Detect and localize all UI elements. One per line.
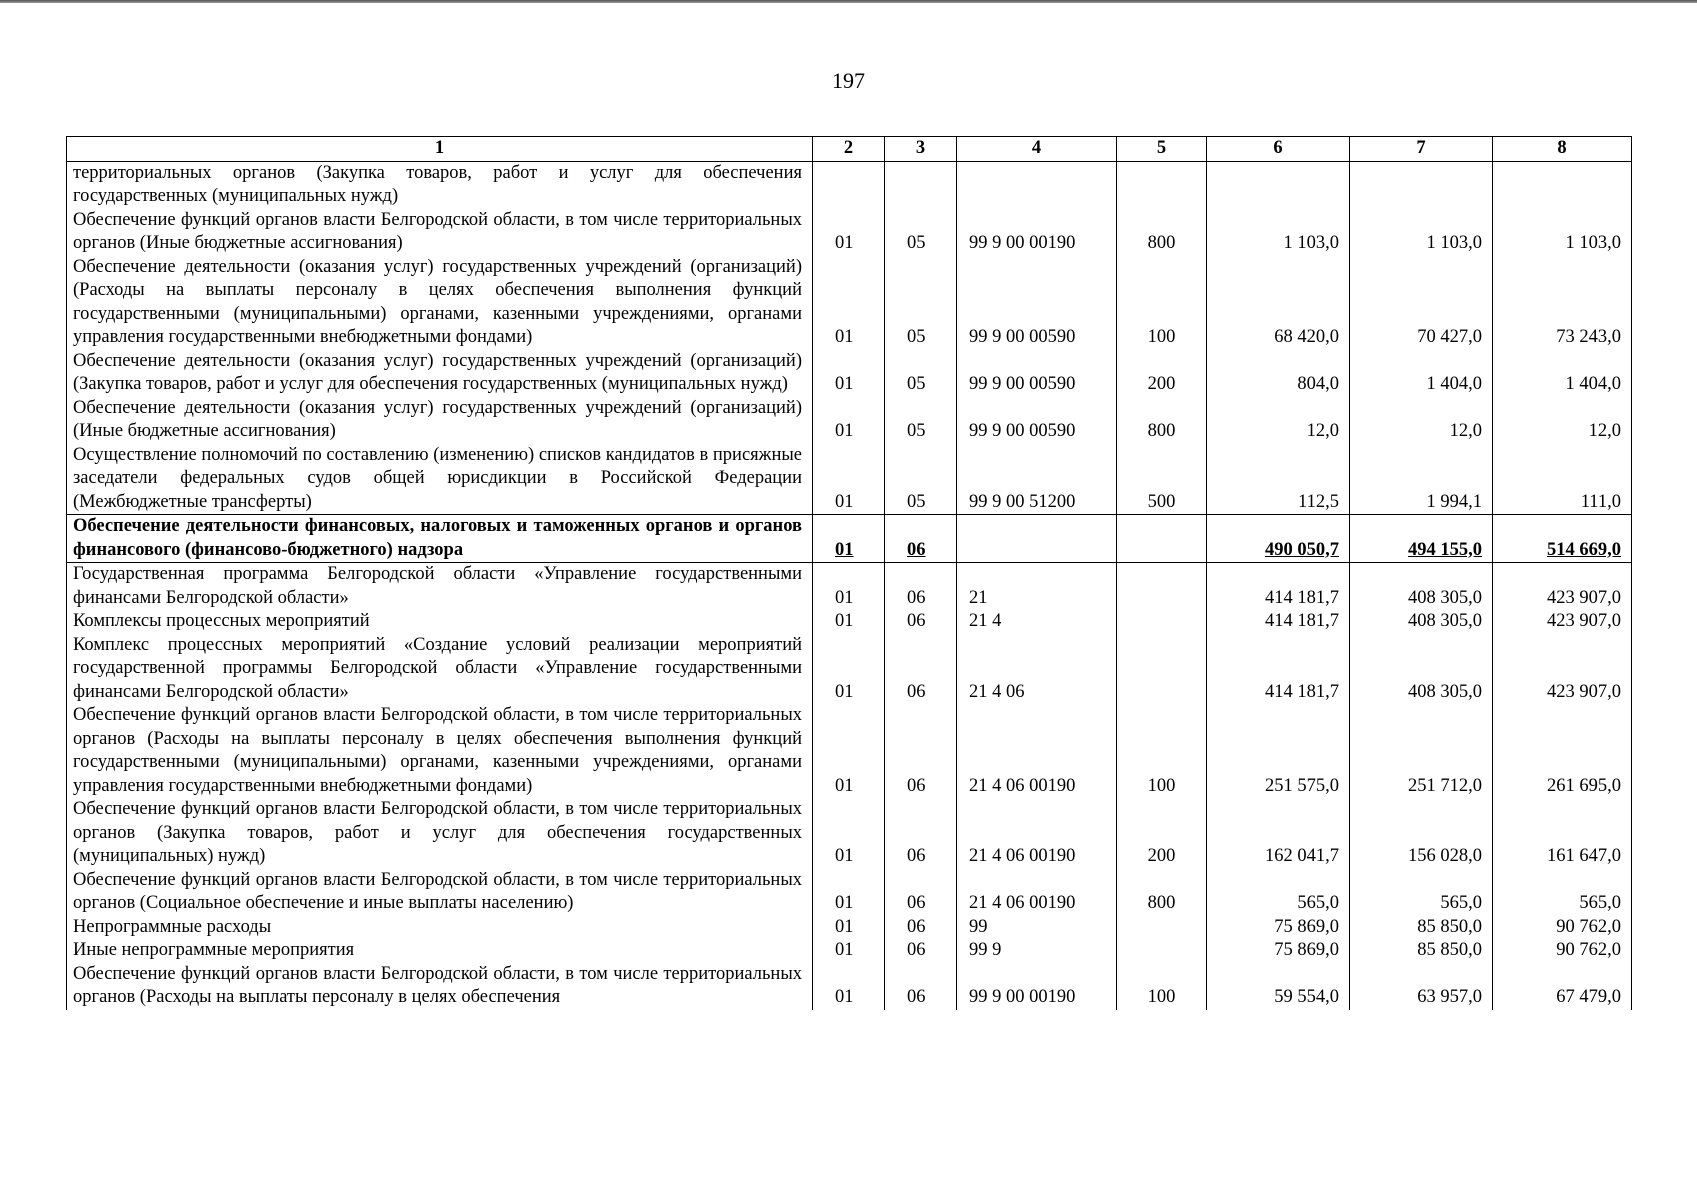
amount-year3-cell: 90 762,0: [1493, 939, 1632, 963]
amount-year2-cell: 408 305,0: [1350, 610, 1493, 634]
section-code-cell: 01: [813, 350, 885, 397]
target-article-cell: 99 9 00 00590: [957, 397, 1117, 444]
amount-year2-cell: 408 305,0: [1350, 634, 1493, 705]
row-name-cell: Обеспечение функций органов власти Белгородской области, в том числе территориальных органов (Расходы на выплаты персоналу в целях обеспечения: [67, 963, 813, 1010]
subsection-code-cell: 05: [885, 256, 957, 350]
amount-year1-cell: 59 554,0: [1207, 963, 1350, 1010]
section-code-cell: 01: [813, 916, 885, 940]
expense-type-cell: 800: [1117, 869, 1207, 916]
amount-year1-cell: 251 575,0: [1207, 704, 1350, 798]
amount-year2-cell: 251 712,0: [1350, 704, 1493, 798]
expense-type-cell: 800: [1117, 209, 1207, 256]
column-header-8: 8: [1493, 137, 1632, 162]
column-header-5: 5: [1117, 137, 1207, 162]
amount-year1-cell: 162 041,7: [1207, 798, 1350, 869]
amount-year1-cell: 804,0: [1207, 350, 1350, 397]
target-article-cell: 99 9 00 51200: [957, 444, 1117, 515]
table-row: [67, 798, 1632, 869]
amount-year1-cell: 565,0: [1207, 869, 1350, 916]
subsection-code-cell: 06: [885, 563, 957, 611]
amount-year3-cell: 73 243,0: [1493, 256, 1632, 350]
subsection-code-cell: 05: [885, 444, 957, 515]
target-article-cell: 21 4: [957, 610, 1117, 634]
target-article-cell: 21: [957, 563, 1117, 611]
amount-year1-cell: 414 181,7: [1207, 634, 1350, 705]
section-code-cell: 01: [813, 704, 885, 798]
section-code-cell: 01: [813, 444, 885, 515]
row-name-cell: Обеспечение деятельности (оказания услуг) государственных учреждений (организаций) (Иные бюджетные ассигнования): [67, 397, 813, 444]
table-row: [67, 515, 1632, 563]
table-row: [67, 610, 1632, 634]
amount-year3-cell: 514 669,0: [1493, 515, 1632, 563]
expense-type-cell: 500: [1117, 444, 1207, 515]
expense-type-cell: [1117, 610, 1207, 634]
subsection-code-cell: 06: [885, 515, 957, 563]
amount-year2-cell: 85 850,0: [1350, 939, 1493, 963]
table-row: [67, 916, 1632, 940]
amount-year3-cell: 161 647,0: [1493, 798, 1632, 869]
section-code-cell: 01: [813, 397, 885, 444]
amount-year1-cell: 414 181,7: [1207, 563, 1350, 611]
amount-year2-cell: 1 404,0: [1350, 350, 1493, 397]
amount-year3-cell: 1 404,0: [1493, 350, 1632, 397]
amount-year2-cell: 156 028,0: [1350, 798, 1493, 869]
section-code-cell: 01: [813, 515, 885, 563]
subsection-code-cell: 05: [885, 350, 957, 397]
amount-year2-cell: 63 957,0: [1350, 963, 1493, 1010]
column-header-7: 7: [1350, 137, 1493, 162]
amount-year3-cell: 67 479,0: [1493, 963, 1632, 1010]
amount-year1-cell: 75 869,0: [1207, 916, 1350, 940]
section-code-cell: 01: [813, 256, 885, 350]
target-article-cell: 99: [957, 916, 1117, 940]
subsection-code-cell: 06: [885, 798, 957, 869]
row-name-cell: Обеспечение функций органов власти Белгородской области, в том числе территориальных органов (Закупка товаров, работ и услуг для обеспечения государственных (муниципальных) нужд): [67, 798, 813, 869]
amount-year1-cell: 12,0: [1207, 397, 1350, 444]
subsection-code-cell: 06: [885, 963, 957, 1010]
table-row: [67, 634, 1632, 705]
row-name-cell: территориальных органов (Закупка товаров, работ и услуг для обеспечения государственных (муниципальных нужд): [67, 161, 813, 209]
row-name-cell: Государственная программа Белгородской области «Управление государственными финансами Белгородской области»: [67, 563, 813, 611]
budget-table: [66, 136, 1632, 1010]
expense-type-cell: [1117, 634, 1207, 705]
row-name-cell: Иные непрограммные мероприятия: [67, 939, 813, 963]
target-article-cell: 99 9: [957, 939, 1117, 963]
amount-year2-cell: 1 103,0: [1350, 209, 1493, 256]
section-code-cell: 01: [813, 963, 885, 1010]
amount-year2-cell: 494 155,0: [1350, 515, 1493, 563]
table-row: [67, 161, 1632, 209]
expense-type-cell: 100: [1117, 256, 1207, 350]
amount-year2-cell: 408 305,0: [1350, 563, 1493, 611]
amount-year1-cell: 414 181,7: [1207, 610, 1350, 634]
expense-type-cell: 100: [1117, 963, 1207, 1010]
subsection-code-cell: 06: [885, 610, 957, 634]
table-row: [67, 209, 1632, 256]
target-article-cell: 99 9 00 00190: [957, 209, 1117, 256]
section-code-cell: 01: [813, 209, 885, 256]
section-code-cell: [813, 161, 885, 209]
target-article-cell: 21 4 06 00190: [957, 869, 1117, 916]
row-name-cell: Осуществление полномочий по составлению (изменению) списков кандидатов в присяжные заседатели федеральных судов общей юрисдикции в Российской Федерации (Межбюджетные трансферты): [67, 444, 813, 515]
amount-year1-cell: 68 420,0: [1207, 256, 1350, 350]
amount-year2-cell: 565,0: [1350, 869, 1493, 916]
section-code-cell: 01: [813, 634, 885, 705]
amount-year3-cell: 423 907,0: [1493, 563, 1632, 611]
amount-year1-cell: 1 103,0: [1207, 209, 1350, 256]
amount-year1-cell: [1207, 161, 1350, 209]
amount-year3-cell: 423 907,0: [1493, 610, 1632, 634]
header-row: [67, 137, 1632, 162]
amount-year1-cell: 112,5: [1207, 444, 1350, 515]
amount-year3-cell: 111,0: [1493, 444, 1632, 515]
subsection-code-cell: 05: [885, 397, 957, 444]
amount-year2-cell: [1350, 161, 1493, 209]
row-name-cell: Обеспечение деятельности финансовых, налоговых и таможенных органов и органов финансового (финансово-бюджетного) надзора: [67, 515, 813, 563]
expense-type-cell: [1117, 939, 1207, 963]
expense-type-cell: 800: [1117, 397, 1207, 444]
row-name-cell: Обеспечение деятельности (оказания услуг) государственных учреждений (организаций) (Расходы на выплаты персоналу в целях обеспечения выполнения функций государственными (муниципальными) органами, казенными учреждениями, органами управления государственными внебюджетными фондами): [67, 256, 813, 350]
row-name-cell: Комплексы процессных мероприятий: [67, 610, 813, 634]
expense-type-cell: [1117, 916, 1207, 940]
section-code-cell: 01: [813, 563, 885, 611]
subsection-code-cell: 06: [885, 869, 957, 916]
column-header-2: 2: [813, 137, 885, 162]
column-header-6: 6: [1207, 137, 1350, 162]
table-row: [67, 563, 1632, 611]
section-code-cell: 01: [813, 610, 885, 634]
amount-year1-cell: 490 050,7: [1207, 515, 1350, 563]
scan-top-edge: [0, 0, 1697, 3]
amount-year3-cell: 565,0: [1493, 869, 1632, 916]
expense-type-cell: [1117, 161, 1207, 209]
table-row: [67, 704, 1632, 798]
target-article-cell: 21 4 06 00190: [957, 704, 1117, 798]
target-article-cell: 99 9 00 00590: [957, 256, 1117, 350]
expense-type-cell: [1117, 563, 1207, 611]
column-header-1: 1: [67, 137, 813, 162]
target-article-cell: 21 4 06: [957, 634, 1117, 705]
table-body: [67, 161, 1632, 1010]
subsection-code-cell: 06: [885, 916, 957, 940]
table-row: [67, 963, 1632, 1010]
table-row: [67, 939, 1632, 963]
column-header-4: 4: [957, 137, 1117, 162]
target-article-cell: [957, 161, 1117, 209]
row-name-cell: Обеспечение функций органов власти Белгородской области, в том числе территориальных органов (Расходы на выплаты персоналу в целях обеспечения выполнения функций государственными (муниципальными) органами, казенными учреждениями, органами управления государственными внебюджетными фондами): [67, 704, 813, 798]
row-name-cell: Обеспечение деятельности (оказания услуг) государственных учреждений (организаций) (Закупка товаров, работ и услуг для обеспечения государственных (муниципальных нужд): [67, 350, 813, 397]
target-article-cell: 21 4 06 00190: [957, 798, 1117, 869]
table-row: [67, 350, 1632, 397]
section-code-cell: 01: [813, 939, 885, 963]
amount-year2-cell: 85 850,0: [1350, 916, 1493, 940]
row-name-cell: Обеспечение функций органов власти Белгородской области, в том числе территориальных органов (Социальное обеспечение и иные выплаты населению): [67, 869, 813, 916]
amount-year3-cell: 261 695,0: [1493, 704, 1632, 798]
expense-type-cell: 200: [1117, 350, 1207, 397]
amount-year3-cell: [1493, 161, 1632, 209]
subsection-code-cell: [885, 161, 957, 209]
amount-year3-cell: 1 103,0: [1493, 209, 1632, 256]
amount-year2-cell: 1 994,1: [1350, 444, 1493, 515]
page-number: 197: [832, 68, 865, 93]
amount-year3-cell: 423 907,0: [1493, 634, 1632, 705]
amount-year2-cell: 70 427,0: [1350, 256, 1493, 350]
table-row: [67, 444, 1632, 515]
table-row: [67, 397, 1632, 444]
row-name-cell: Обеспечение функций органов власти Белгородской области, в том числе территориальных органов (Иные бюджетные ассигнования): [67, 209, 813, 256]
row-name-cell: Комплекс процессных мероприятий «Создание условий реализации мероприятий государственной программы Белгородской области «Управление государственными финансами Белгородской области»: [67, 634, 813, 705]
table-row: [67, 256, 1632, 350]
amount-year1-cell: 75 869,0: [1207, 939, 1350, 963]
section-code-cell: 01: [813, 869, 885, 916]
table-row: [67, 869, 1632, 916]
subsection-code-cell: 06: [885, 939, 957, 963]
target-article-cell: 99 9 00 00590: [957, 350, 1117, 397]
subsection-code-cell: 06: [885, 704, 957, 798]
amount-year3-cell: 90 762,0: [1493, 916, 1632, 940]
column-header-3: 3: [885, 137, 957, 162]
target-article-cell: [957, 515, 1117, 563]
expense-type-cell: 100: [1117, 704, 1207, 798]
expense-type-cell: [1117, 515, 1207, 563]
section-code-cell: 01: [813, 798, 885, 869]
target-article-cell: 99 9 00 00190: [957, 963, 1117, 1010]
subsection-code-cell: 05: [885, 209, 957, 256]
amount-year3-cell: 12,0: [1493, 397, 1632, 444]
row-name-cell: Непрограммные расходы: [67, 916, 813, 940]
amount-year2-cell: 12,0: [1350, 397, 1493, 444]
subsection-code-cell: 06: [885, 634, 957, 705]
expense-type-cell: 200: [1117, 798, 1207, 869]
